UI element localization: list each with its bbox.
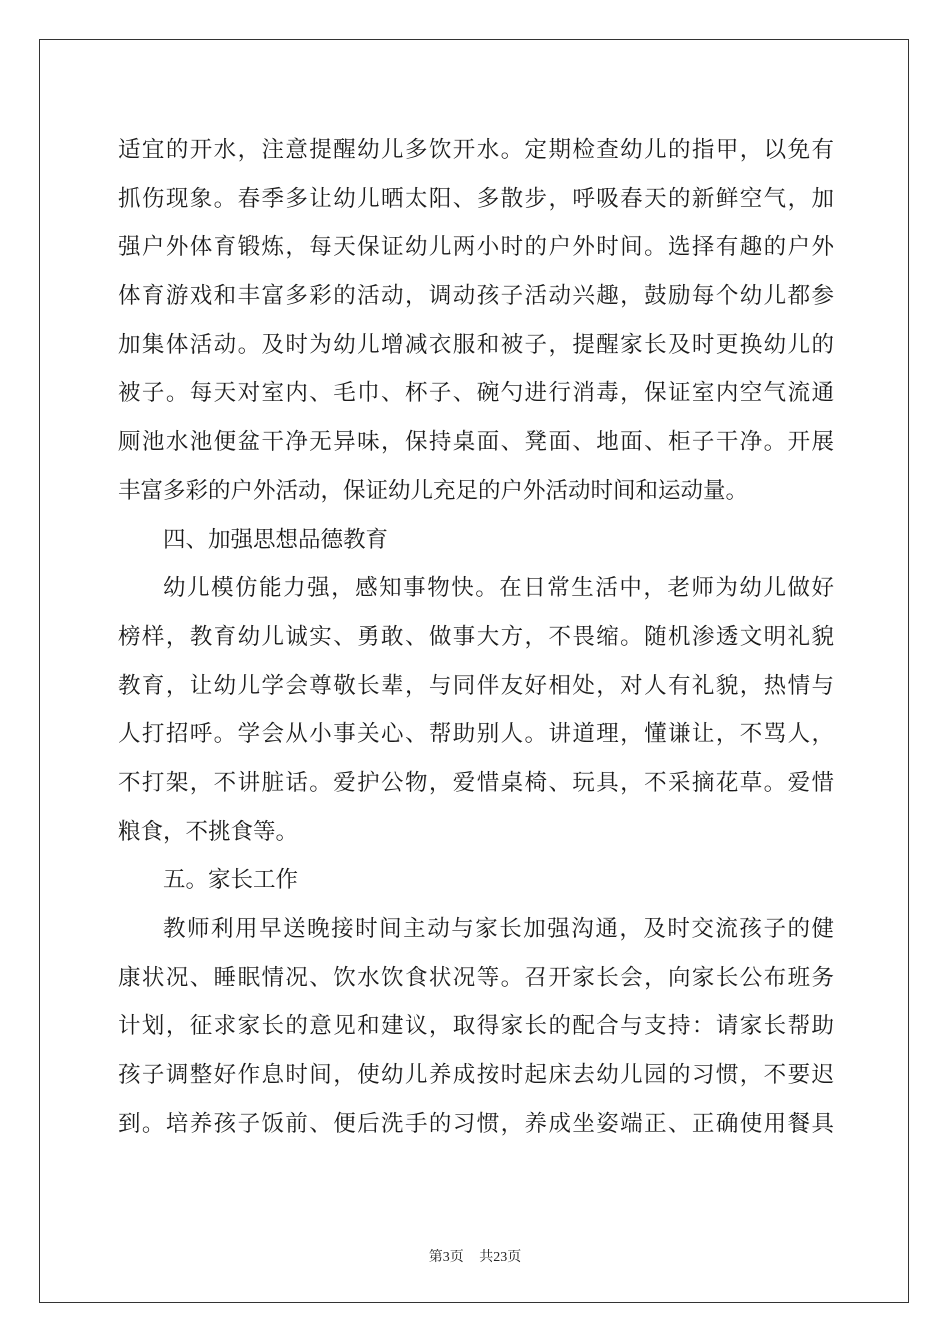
text-line: 强户外体育锻炼，每天保证幼儿两小时的户外时间。选择有趣的户外 [118, 234, 834, 261]
text-line: 粮食，不挑食等。 [118, 818, 299, 845]
text-line: 幼儿模仿能力强，感知事物快。在日常生活中，老师为幼儿做好 [163, 575, 834, 602]
text-line: 人打招呼。学会从小事关心、帮助别人。讲道理，懂谦让，不骂人， [118, 721, 834, 748]
text-line: 适宜的开水，注意提醒幼儿多饮开水。定期检查幼儿的指甲，以免有 [118, 137, 834, 163]
page-total: 共23页 [479, 1250, 522, 1265]
text-line: 抓伤现象。春季多让幼儿晒太阳、多散步，呼吸春天的新鲜空气，加 [118, 185, 834, 212]
document-body [118, 126, 834, 1148]
text-line: 教育，让幼儿学会尊敬长辈，与同伴友好相处，对人有礼貌，热情与 [118, 672, 834, 699]
text-line: 丰富多彩的户外活动，保证幼儿充足的户外活动时间和运动量。 [118, 477, 749, 504]
section-heading: 五。家长工作 [163, 867, 299, 894]
text-line: 不打架，不讲脏话。爱护公物，爱惜桌椅、玩具，不采摘花草。爱惜 [118, 769, 834, 796]
text-line: 厕池水池便盆干净无异味，保持桌面、凳面、地面、柜子干净。开展 [118, 429, 834, 456]
text-line: 被子。每天对室内、毛巾、杯子、碗勺进行消毒，保证室内空气流通 [118, 380, 834, 407]
text-line: 体育游戏和丰富多彩的活动，调动孩子活动兴趣，鼓励每个幼儿都参 [118, 283, 834, 310]
text-line: 榜样，教育幼儿诚实、勇敢、做事大方，不畏缩。随机渗透文明礼貌 [118, 623, 834, 650]
page-footer [0, 1246, 950, 1266]
text-line: 孩子调整好作息时间，使幼儿养成按时起床去幼儿园的习惯，不要迟 [118, 1062, 834, 1089]
text-line: 计划，征求家长的意见和建议，取得家长的配合与支持：请家长帮助 [118, 1013, 834, 1040]
text-line: 加集体活动。及时为幼儿增减衣服和被子，提醒家长及时更换幼儿的 [118, 331, 834, 358]
text-line: 到。培养孩子饭前、便后洗手的习惯，养成坐姿端正、正确使用餐具 [118, 1110, 834, 1137]
text-line: 教师利用早送晚接时间主动与家长加强沟通，及时交流孩子的健 [163, 916, 834, 942]
text-line: 康状况、睡眠情况、饮水饮食状况等。召开家长会，向家长公布班务 [118, 964, 834, 991]
page-number: 第3页 [428, 1250, 464, 1265]
section-heading: 四、加强思想品德教育 [163, 526, 389, 553]
